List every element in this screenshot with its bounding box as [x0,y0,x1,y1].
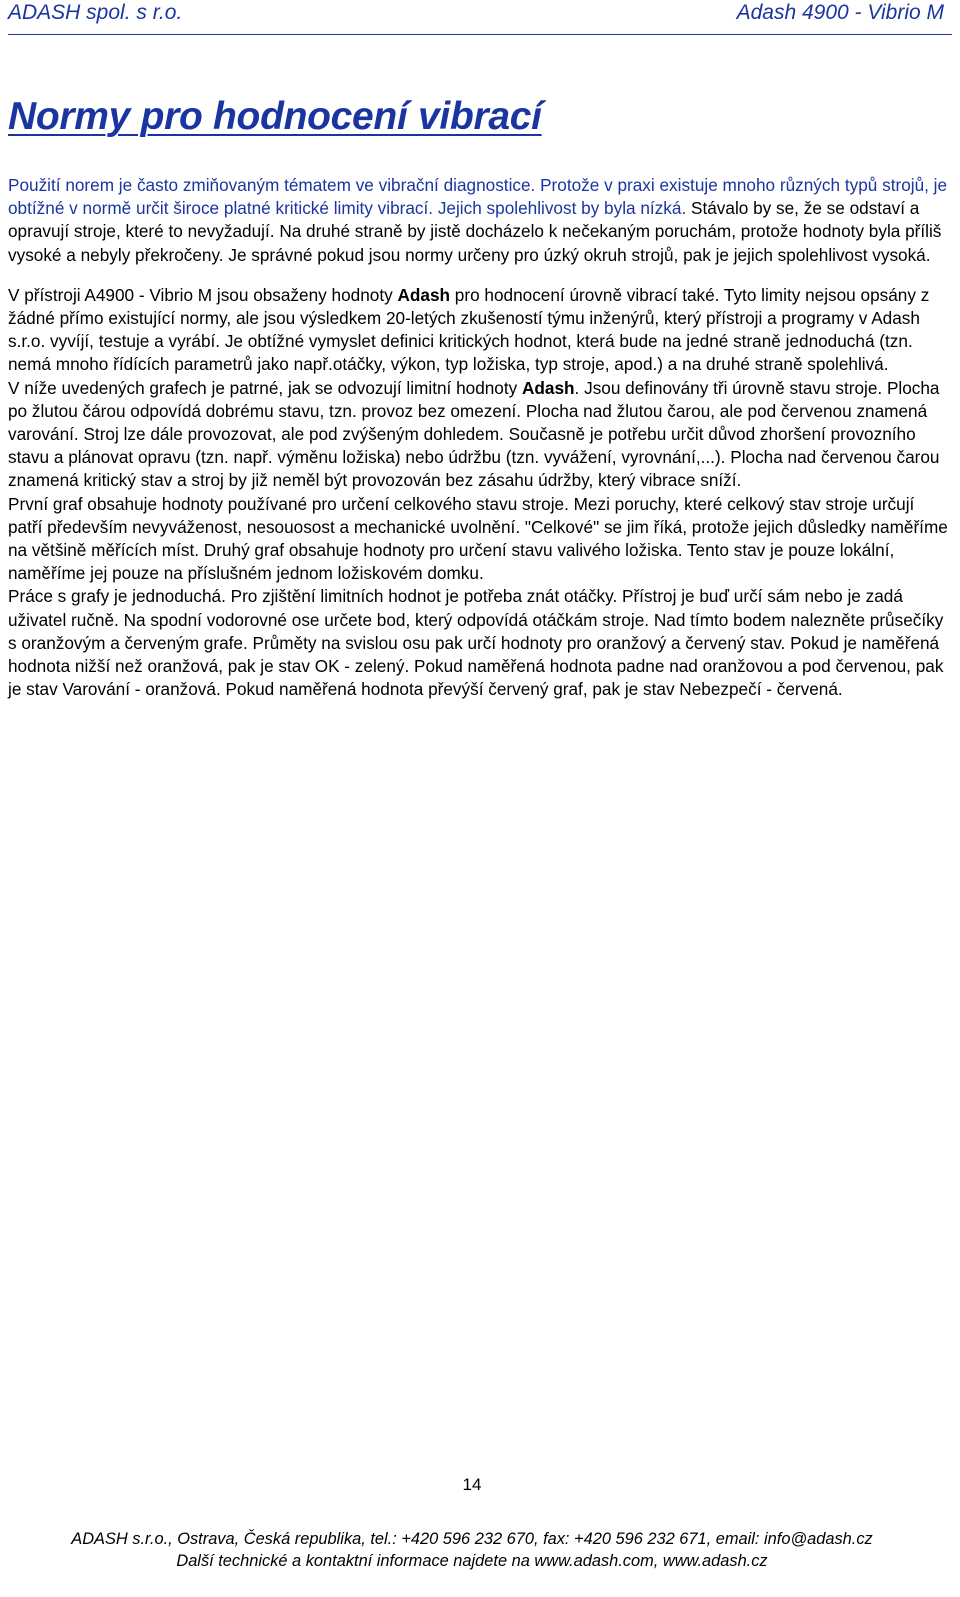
intro-paragraph [8,174,948,267]
page-header [8,0,952,60]
footer-contact-line: ADASH s.r.o., Ostrava, Česká republika, tel.: +420 596 232 670, fax: +420 596 232 671, email: info@adash.cz [71,1530,873,1548]
page-footer [0,1528,944,1572]
paragraph-gap [8,267,948,284]
paragraph-text: V níže uvedených grafech je patrné, jak se odvozují limitní hodnoty [8,377,523,398]
brand-bold: Adash [522,377,575,398]
intro-text-part2: Stávalo by se, že se odstaví a opravují stroje, které to nevyžadují. Na druhé straně by jistě docházelo k nečekaným poruchám, protože hodnoty byla příliš vysoké a nebyly překročeny. Je správné pokud jsou normy určeny pro úzký okruh strojů, pak je jejich spolehlivost vysoká. [8,198,942,265]
footer-web-line: Další technické a kontaktní informace najdete na www.adash.com, www.adash.cz [176,1552,768,1570]
paragraph-text: . Jsou definovány tři úrovně stavu stroje. Plocha po žlutou čárou odpovídá dobrému stavu, tzn. provoz bez omezení. Plocha nad žlutou čarou, ale pod červenou znamená varování. Stroj lze dále provozovat, ale pod zvýšeným dohledem. Současně je potřebu určit důvod zhoršení provozního stavu a plánovat opravu (tzn. např. výměnu ložiska) nebo údržbu (tzn. vyvážení, vyrovnání,...). Plocha nad červenou čarou znamená kritický stav a stroj by již neměl být provozován bez zásahu údržby, který vibrace sníží. [8,377,940,491]
paragraph-working-with-graphs: Práce s grafy je jednoduchá. Pro zjištění limitních hodnot je potřeba znát otáčky. Přístroj je buď určí sám nebo je zadá uživatel ručně. Na spodní vodorovné ose určete bod, který odpovídá otáčkám stroje. Nad tímto bodem nalezněte průsečíky s oranžovým a červeným grafe. Průměty na svislou osu pak určí hodnoty pro oranžový a červený stav. Pokud je naměřená hodnota nižší než oranžová, pak je stav OK - zelený. Pokud naměřená hodnota padne nad oranžovou a pod červenou, pak je stav Varování - oranžová. Pokud naměřená hodnota převýší červený graf, pak je stav Nebezpečí - červená. [8,586,944,700]
page-title: Normy pro hodnocení vibrací [8,95,542,138]
paragraph-text: pro hodnocení úrovně vibrací také. Tyto limity nejsou opsány z žádné přímo existující normy, ale jsou výsledkem 20-letých zkušeností týmu inženýrů, který přístroji a programy v Adash s.r.o. vyvíjí, testuje a vyrábí. Je obtížné vymyslet definici kritických hodnot, která bude na jedné straně jednoduchá (tzn. nemá mnoho řídících parametrů jako např.otáčky, výkon, typ ložiska, typ stroje, apod.) a na druhé straně spolehlivá. [8,284,930,375]
paragraph-text: V přístroji A4900 - Vibrio M jsou obsaženy hodnoty [8,284,398,305]
header-product: Adash 4900 - Vibrio M [736,1,944,24]
paragraph-graphs-levels [8,377,948,493]
header-divider [8,34,952,35]
paragraph-adash-limits [8,284,948,377]
brand-bold: Adash [397,284,451,305]
page-number: 14 [462,1475,482,1494]
paragraph-first-graph: První graf obsahuje hodnoty používané pro určení celkového stavu stroje. Mezi poruchy, které celkový stav stroje určují patří především nevyváženost, nesouosost a mechanické uvolnění. "Celkové" se jim říká, protože jejich důsledky naměříme na většině měřících míst. Druhý graf obsahuje hodnoty pro určení stavu valivého ložiska. Tento stav je pouze lokální, naměříme jej pouze na příslušném jednom ložiskovém domku. [8,493,948,584]
header-company: ADASH spol. s r.o. [8,1,183,24]
document-body [8,174,948,701]
intro-text-part1: Použití norem je často zmiňovaným tématem ve vibrační diagnostice. Protože v praxi existuje mnoho různých typů strojů, je obtížné v normě určit široce platné kritické limity vibrací. Jejich spolehlivost by byla nízká. [8,175,948,219]
